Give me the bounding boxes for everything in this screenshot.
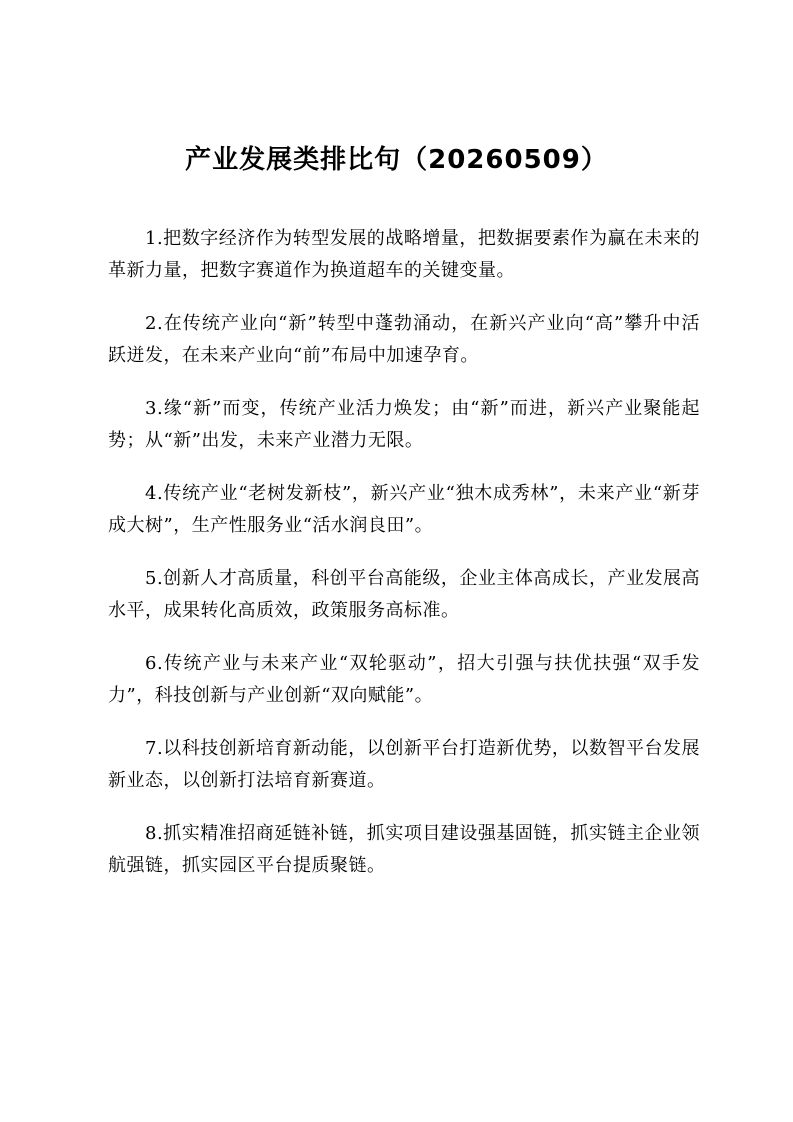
document-body	[108, 223, 700, 903]
paragraph-4: 4.传统产业“老树发新枝”，新兴产业“独木成秀林”，未来产业“新芽成大树”，生产性服务业“活水润良田”。	[108, 483, 700, 536]
paragraph-1: 1.把数字经济作为转型发展的战略增量，把数据要素作为赢在未来的革新力量，把数字赛道作为换道超车的关键变量。	[108, 228, 700, 281]
paragraph-2: 2.在传统产业向“新”转型中蓬勃涌动，在新兴产业向“高”攀升中活跃迸发，在未来产业向“前”布局中加速孕育。	[108, 313, 700, 366]
document-title: 产业发展类排比句（20260509）	[185, 145, 608, 175]
paragraph-5: 5.创新人才高质量，科创平台高能级，企业主体高成长，产业发展高水平，成果转化高质效，政策服务高标准。	[108, 568, 700, 621]
paragraph-3: 3.缘“新”而变，传统产业活力焕发；由“新”而进，新兴产业聚能起势；从“新”出发，未来产业潜力无限。	[108, 398, 700, 451]
paragraph-8: 8.抓实精准招商延链补链，抓实项目建设强基固链，抓实链主企业领航强链，抓实园区平台提质聚链。	[108, 823, 700, 876]
paragraph-7: 7.以科技创新培育新动能，以创新平台打造新优势，以数智平台发展新业态，以创新打法培育新赛道。	[108, 738, 700, 791]
paragraph-6: 6.传统产业与未来产业“双轮驱动”，招大引强与扶优扶强“双手发力”，科技创新与产业创新“双向赋能”。	[108, 653, 700, 706]
